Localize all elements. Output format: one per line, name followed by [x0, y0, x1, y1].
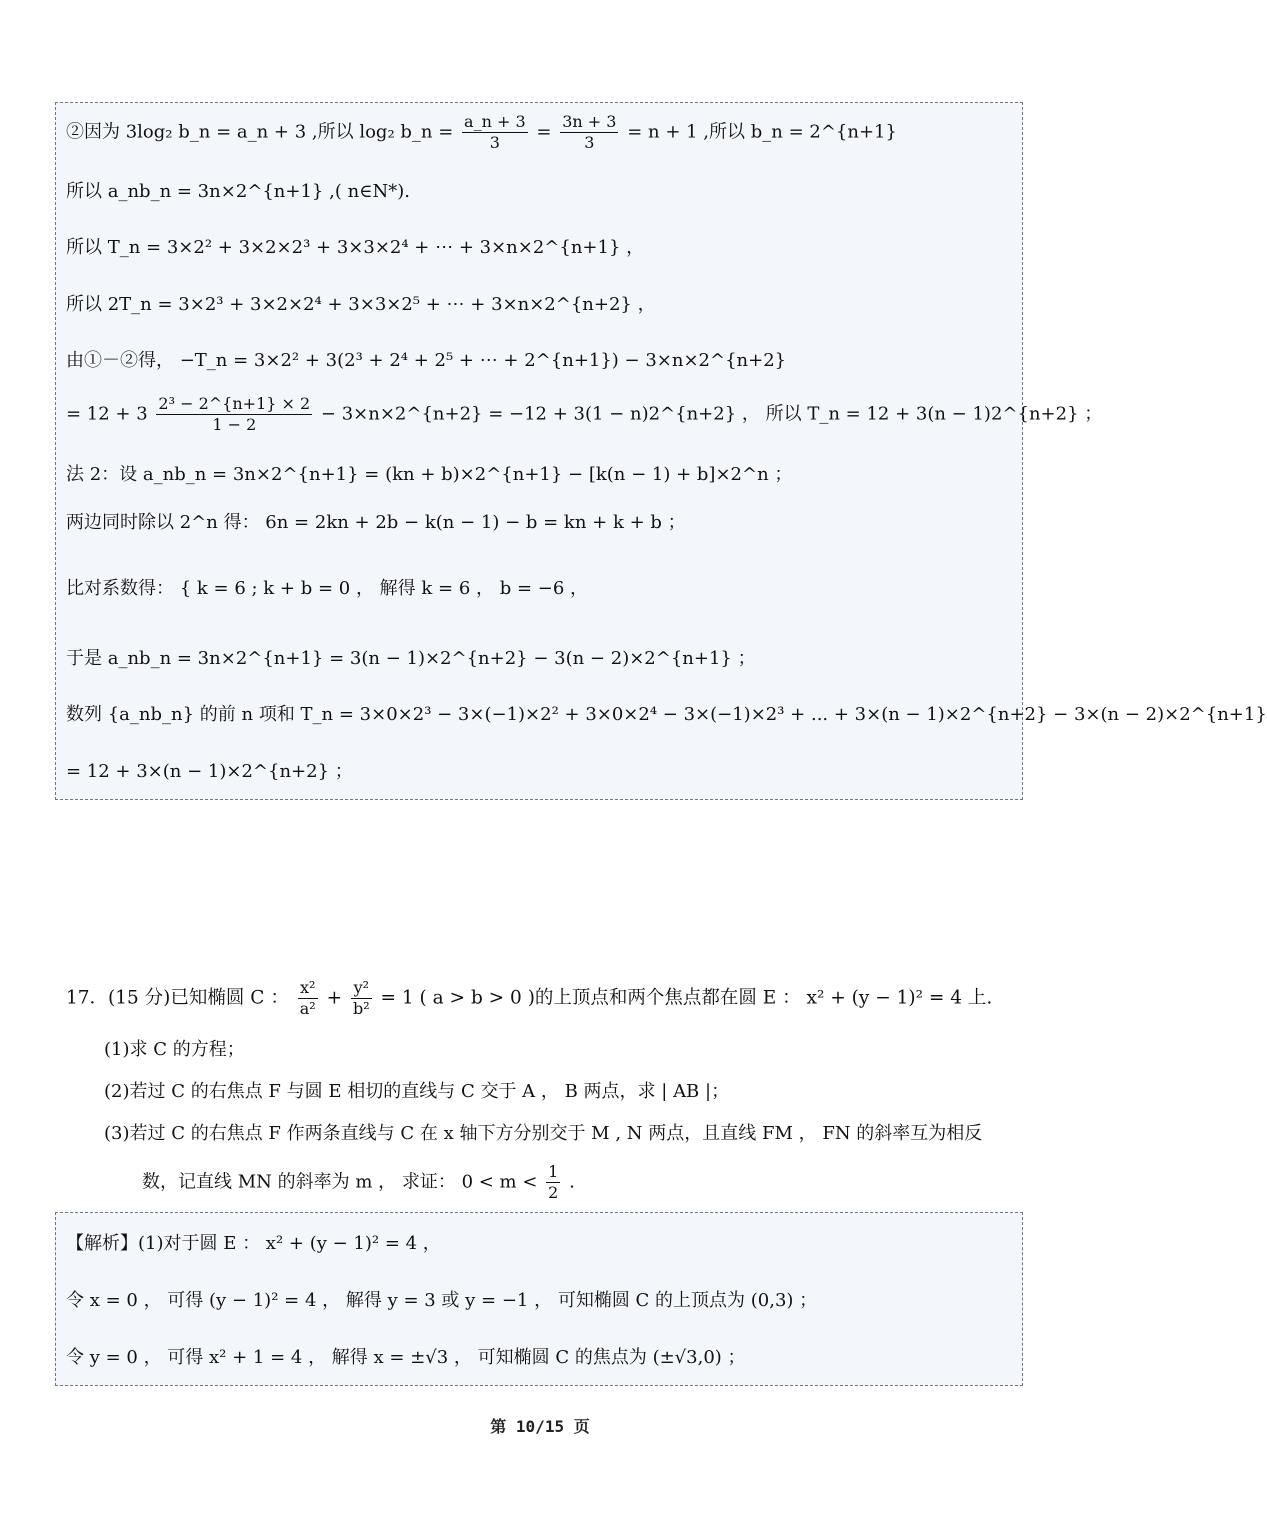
fraction: $\frac{\text{2³ − 2\textasciicircum{}\{n+1\} × 2}}{1 - 2}$: [158, 394, 311, 434]
solution-line: 所以 T_n = 3×2² + 3×2×2³ + 3×3×2⁴ + ⋯ + 3×n×2^{n+1} ，: [66, 237, 645, 258]
analysis-line: 【解析】(1)对于圆 E ： x² + (y − 1)² = 4 ，: [66, 1233, 441, 1254]
solution-line: ②因为 3log₂ b_n = a_n + 3 ,所以 log₂ b_n = $\frac{a\_n + 3}{3}$ = $\frac{3n + 3}{3}$ = n + 1 ,所以 b_n = 2^{n+1}: [66, 112, 897, 152]
solution-box-1: [55, 102, 1023, 800]
question-part: (3)若过 C 的右焦点 F 作两条直线与 C 在 x 轴下方分别交于 M , N 两点，且直线 FM ， FN 的斜率互为相反: [104, 1123, 983, 1144]
analysis-line: 令 x = 0 ， 可得 (y − 1)² = 4 ， 解得 y = 3 或 y = −1 ， 可知椭圆 C 的上顶点为 (0,3) ；: [66, 1290, 818, 1311]
fraction: $\frac{\text{x²}}{\text{a²}}$: [299, 978, 316, 1018]
solution-line: 所以 2T_n = 3×2³ + 3×2×2⁴ + 3×3×2⁵ + ⋯ + 3×n×2^{n+2} ，: [66, 294, 656, 315]
method2-line: 法 2：设 a_nb_n = 3n×2^{n+1} = (kn + b)×2^{n+1} − [k(n − 1) + b]×2^n ；: [66, 464, 793, 485]
method2-line: 于是 a_nb_n = 3n×2^{n+1} = 3(n − 1)×2^{n+2} − 3(n − 2)×2^{n+1} ；: [66, 648, 756, 669]
solution-line: 由①－②得， −T_n = 3×2² + 3(2³ + 2⁴ + 2⁵ + ⋯ + 2^{n+1}) − 3×n×2^{n+2}: [66, 350, 787, 371]
solution-line: 所以 a_nb_n = 3n×2^{n+1} ,( n∈N*).: [66, 181, 410, 202]
fraction: $\frac{1}{2}$: [548, 1162, 559, 1202]
fraction: $\frac{3n + 3}{3}$: [562, 112, 617, 152]
method2-line: 数列 {a_nb_n} 的前 n 项和 T_n = 3×0×2³ − 3×(−1)×2² + 3×0×2⁴ − 3×(−1)×2³ + ... + 3×(n − 1)×2^{n+2} − 3×(n − 2)×2^{n+1}: [66, 704, 1267, 725]
question-part-continuation: 数，记直线 MN 的斜率为 m ， 求证： 0 < m < $\frac{1}{2}$ .: [142, 1162, 575, 1202]
analysis-line: 令 y = 0 ， 可得 x² + 1 = 4 ， 解得 x = ±√3 ， 可知椭圆 C 的焦点为 (±√3,0) ；: [66, 1347, 746, 1368]
solution-line: = 12 + 3 $\frac{\text{2³ − 2\textasciicircum{}\{n+1\} × 2}}{1 - 2}$ − 3×n×2^{n+2} = −12 + 3(1 − n)2^{n+2} ， 所以 T_n = 12 + 3(n − 1)2^{n+2} ；: [66, 394, 1103, 434]
question-part: (2)若过 C 的右焦点 F 与圆 E 相切的直线与 C 交于 A ， B 两点，求 | AB |；: [104, 1081, 730, 1102]
method2-line: 两边同时除以 2^n 得： 6n = 2kn + 2b − k(n − 1) − b = kn + k + b ；: [66, 512, 686, 533]
question-part: (1)求 C 的方程；: [104, 1039, 245, 1060]
fraction: $\frac{a\_n + 3}{3}$: [464, 112, 526, 152]
page-number: 第 10/15 页: [490, 1417, 590, 1436]
fraction: $\frac{\text{y²}}{\text{b²}}$: [352, 978, 370, 1018]
question-17-stem: 17．(15 分)已知椭圆 C ： $\frac{\text{x²}}{\text{a²}}$ + $\frac{\text{y²}}{\text{b²}}$ = 1 ( a > b > 0 )的上顶点和两个焦点都在圆 E ： x² + (y − 1)² = 4 上.: [66, 978, 993, 1018]
method2-line: 比对系数得： { k = 6 ; k + b = 0 ， 解得 k = 6 ， b = −6 ，: [66, 578, 589, 599]
method2-line: = 12 + 3×(n − 1)×2^{n+2} ；: [66, 761, 353, 782]
